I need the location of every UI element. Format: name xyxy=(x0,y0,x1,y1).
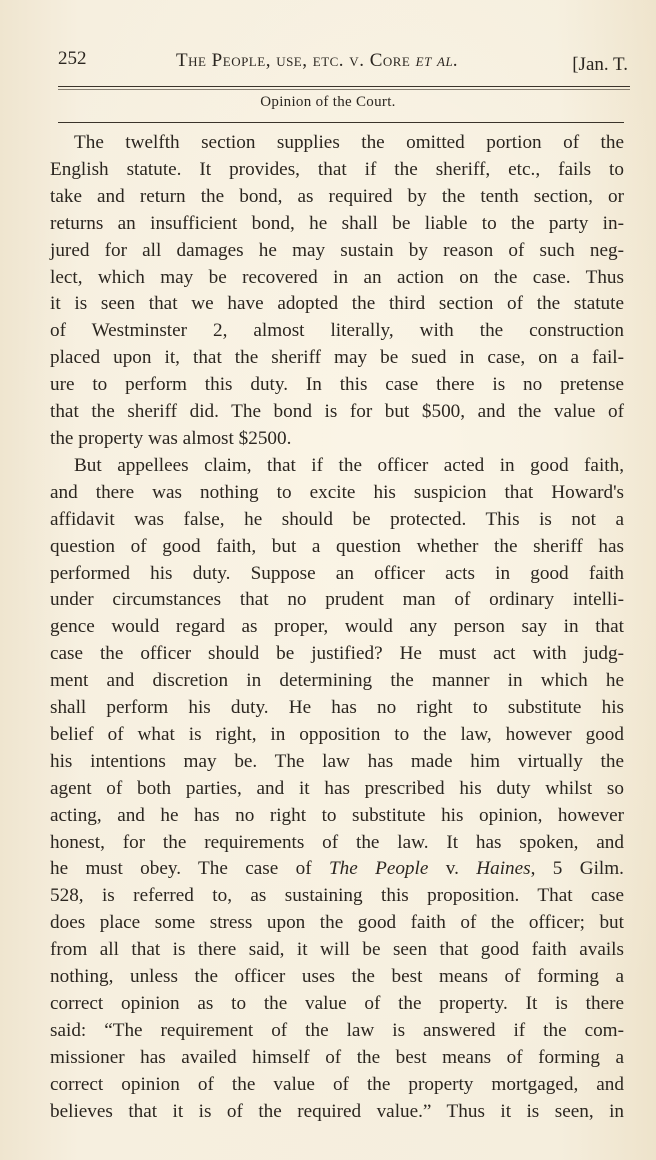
text-line: acting, and he has no right to substitute his opinion, however xyxy=(50,804,624,826)
text-line: the property was almost $2500. xyxy=(50,427,292,449)
text-line: agent of both parties, and it has prescribed his duty whilst so xyxy=(50,777,624,799)
page-number: 252 xyxy=(58,48,87,69)
text-line: affidavit was false, he should be protected. This is not a xyxy=(50,508,624,530)
text-line: English statute. It provides, that if the sheriff, etc., fails to xyxy=(50,158,624,180)
text-line: shall perform his duty. He has no right to substitute his xyxy=(50,697,624,719)
paragraph-1 xyxy=(50,130,624,453)
text-line: that the sheriff did. The bond is for but $500, and the value of xyxy=(50,401,624,423)
text-line: ure to perform this duty. In this case there is no pretense xyxy=(50,374,624,396)
text-line: jured for all damages he may sustain by reason of such neg- xyxy=(50,239,624,261)
section-rule xyxy=(58,122,624,123)
case-title-prefix: The People, use, etc. v. xyxy=(176,50,370,71)
body-text xyxy=(50,130,624,1126)
case-cite-name-b: Haines xyxy=(476,858,531,880)
text-line: correct opinion of the value of the property mortgaged, and xyxy=(50,1073,624,1095)
text-line: 528, is referred to, as sustaining this proposition. That case xyxy=(50,885,624,907)
text-line: ment and discretion in determining the manner in which he xyxy=(50,670,624,692)
case-title xyxy=(176,50,458,72)
case-cite-after: , 5 Gilm. xyxy=(530,858,624,880)
text-line: believes that it is of the required value.” Thus it is seen, in xyxy=(50,1100,624,1122)
paragraph-2 xyxy=(50,453,624,1126)
section-label: Opinion of the Court. xyxy=(260,94,396,110)
header-rule xyxy=(58,86,630,87)
text-run: he must obey. The case of xyxy=(50,858,329,880)
text-line: his intentions may be. The law has made him virtually the xyxy=(50,750,624,772)
text-line: it is seen that we have adopted the third section of the statute xyxy=(50,293,624,315)
case-cite-name-a: The People xyxy=(328,858,429,880)
text-line: returns an insufficient bond, he shall be liable to the party in- xyxy=(50,212,624,234)
text-line: missioner has availed himself of the best means of forming a xyxy=(50,1046,624,1068)
text-line: does place some stress upon the good faith of the officer; but xyxy=(50,912,624,934)
text-line: take and return the bond, as required by the tenth section, or xyxy=(50,185,624,207)
text-line: and there was nothing to excite his suspicion that Howard's xyxy=(50,481,624,503)
text-line: honest, for the requirements of the law. It has spoken, and xyxy=(50,831,624,853)
text-line: performed his duty. Suppose an officer acts in good faith xyxy=(50,562,624,584)
case-title-name: Core xyxy=(369,50,411,71)
text-line: lect, which may be recovered in an action on the case. Thus xyxy=(50,266,624,288)
case-title-italic: et al. xyxy=(415,50,459,71)
case-cite-v: v. xyxy=(428,858,477,880)
text-line: from all that is there said, it will be seen that good faith avails xyxy=(50,939,624,961)
text-line: But appellees claim, that if the officer acted in good faith, xyxy=(74,454,624,476)
text-line: placed upon it, that the sheriff may be sued in case, on a fail- xyxy=(50,347,624,369)
text-line: case the officer should be justified? He must act with judg- xyxy=(50,643,624,665)
running-head xyxy=(58,44,628,78)
text-line: gence would regard as proper, would any person say in that xyxy=(50,616,624,638)
text-line: nothing, unless the officer uses the best means of forming a xyxy=(50,966,624,988)
text-line: said: “The requirement of the law is answered if the com- xyxy=(50,1019,624,1041)
text-line: correct opinion as to the value of the property. It is there xyxy=(50,993,624,1014)
text-line: of Westminster 2, almost literally, with the construction xyxy=(50,320,624,342)
text-line-with-citation xyxy=(50,856,624,883)
header-rule-secondary xyxy=(58,89,630,90)
term-label: [Jan. T. xyxy=(572,54,628,75)
text-line: belief of what is right, in opposition to the law, however good xyxy=(50,723,624,745)
text-line: The twelfth section supplies the omitted portion of the xyxy=(74,132,624,153)
text-line: under circumstances that no prudent man of ordinary intelli- xyxy=(50,589,624,611)
text-line: question of good faith, but a question whether the sheriff has xyxy=(50,535,624,557)
